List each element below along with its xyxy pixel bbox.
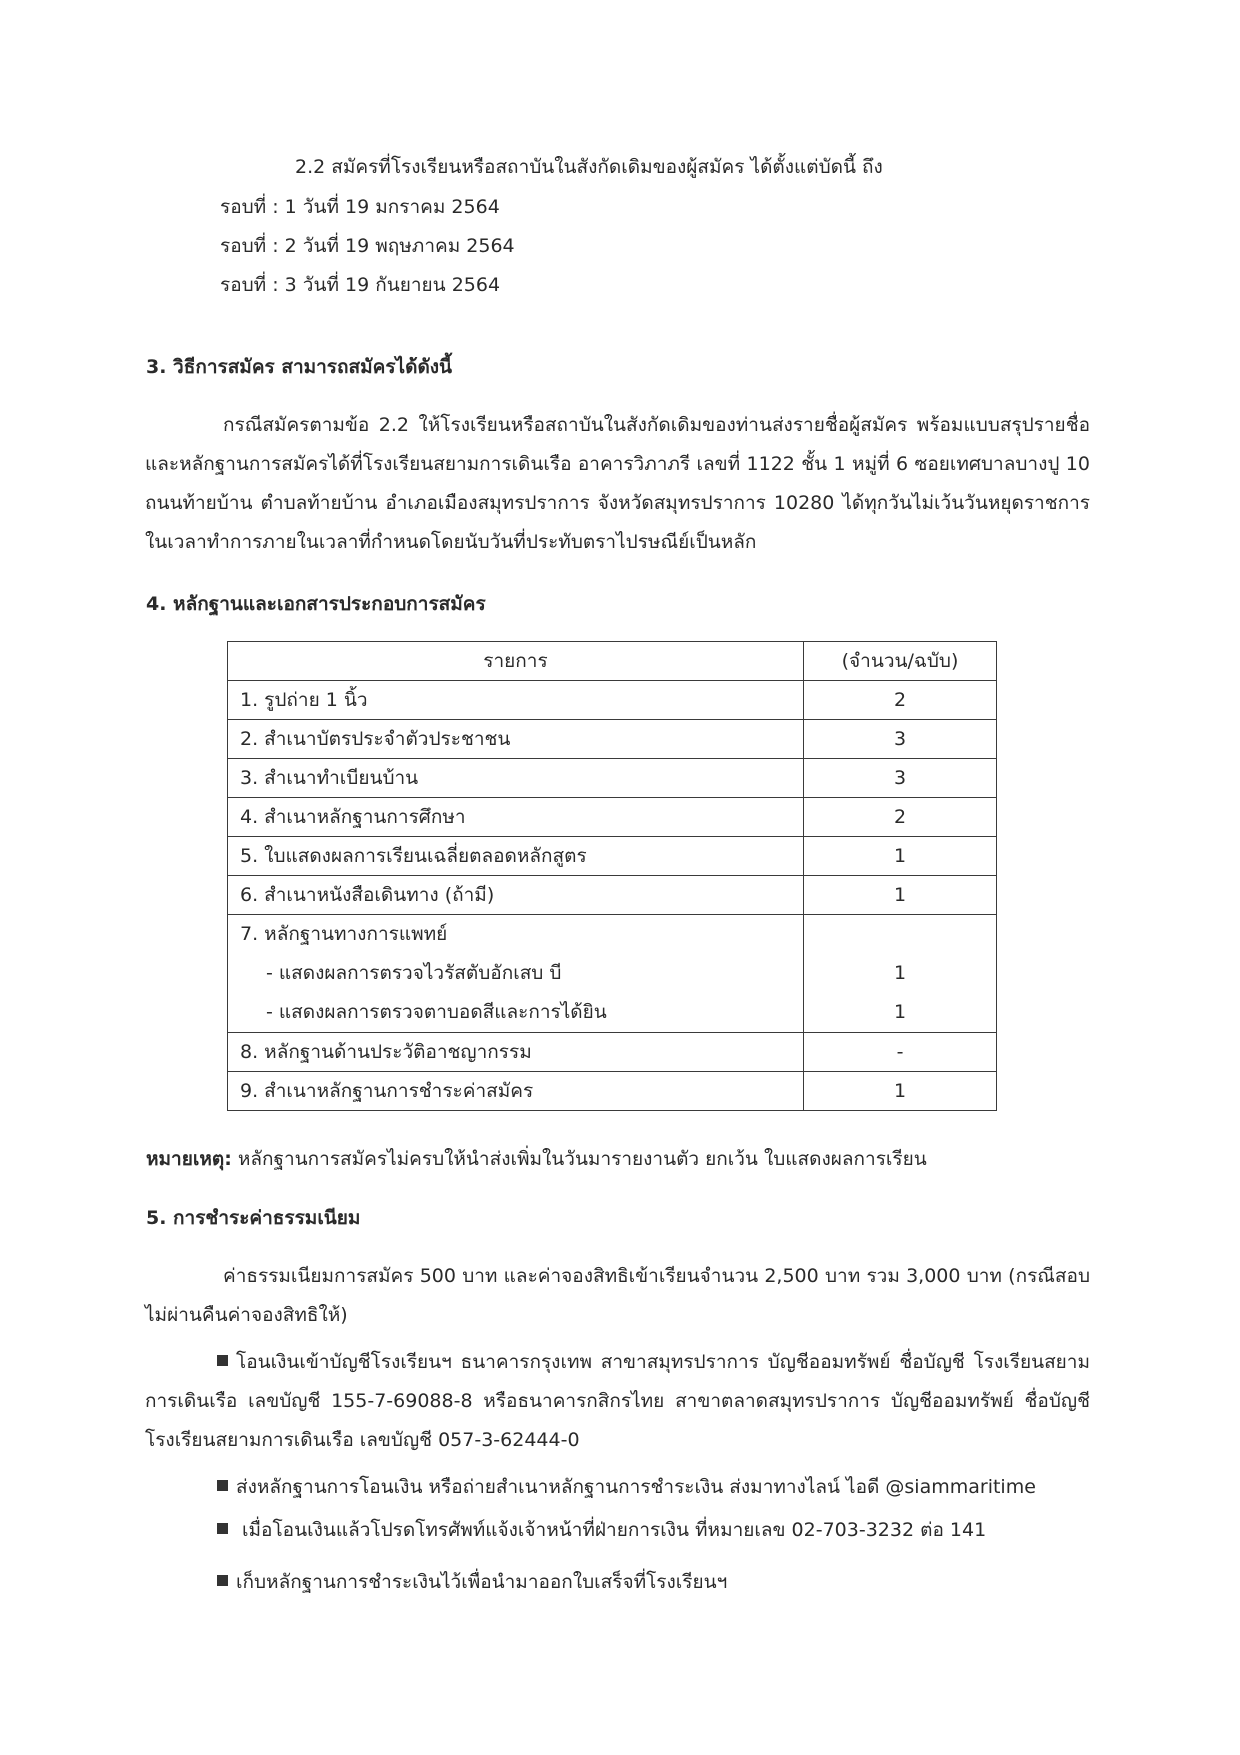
row-qty: 2 [804, 798, 997, 837]
square-bullet-icon [217, 1523, 228, 1534]
medical-sub-1: - แสดงผลการตรวจไวรัสตับอักเสบ บี [266, 962, 562, 984]
table-row [228, 759, 997, 798]
table-row [228, 876, 997, 915]
row-qty: 3 [804, 759, 997, 798]
row-item: 9. สำเนาหลักฐานการชำระค่าสมัคร [228, 1072, 804, 1111]
table-row [228, 720, 997, 759]
section-2-2-line: 2.2 สมัครที่โรงเรียนหรือสถาบันในสังกัดเดิมของผู้สมัคร ได้ตั้งแต่บัดนี้ ถึง [295, 156, 883, 178]
medical-item: 7. หลักฐานทางการแพทย์ [240, 923, 448, 945]
row-qty: 1 [804, 837, 997, 876]
square-bullet-icon [217, 1575, 228, 1586]
medical-qty-cell [804, 915, 997, 1033]
bank-paragraph: โอนเงินเข้าบัญชีโรงเรียนฯ ธนาคารกรุงเทพ สาขาสมุทรปราการ บัญชีออมทรัพย์ ชื่อบัญชี โรงเรียนสยามการเดินเรือ เลขบัญชี 155-7-69088-8 หรือธนาคารกสิกรไทย สาขาตลาดสมุทรปราการ บัญชีออมทรัพย์ ชื่อบัญชี โรงเรียนสยามการเดินเรือ เลขบัญชี 057-3-62444-0 [145, 1351, 1090, 1451]
section-5-heading: 5. การชำระค่าธรรมเนียม [146, 1207, 361, 1229]
row-item: 1. รูปถ่าย 1 นิ้ว [228, 681, 804, 720]
row-item: 3. สำเนาทำเบียนบ้าน [228, 759, 804, 798]
section-3-heading: 3. วิธีการสมัคร สามารถสมัครได้ดังนี้ [146, 356, 453, 378]
round-2: รอบที่ : 2 วันที่ 19 พฤษภาคม 2564 [220, 235, 515, 257]
bullet-line-3 [217, 1515, 986, 1545]
documents-table [227, 641, 997, 1111]
table-header-row [228, 642, 997, 681]
square-bullet-icon [217, 1355, 228, 1366]
note-label: หมายเหตุ: [146, 1148, 232, 1170]
bullet-2-text: ส่งหลักฐานการโอนเงิน หรือถ่ายสำเนาหลักฐานการชำระเงิน ส่งมาทางไลน์ ไอดี @siammaritime [236, 1476, 1036, 1498]
row-qty: 1 [804, 1072, 997, 1111]
medical-sub-2: - แสดงผลการตรวจตาบอดสีและการได้ยิน [266, 1001, 607, 1023]
medical-item-cell [228, 915, 804, 1033]
table-row [228, 1033, 997, 1072]
medical-sub-2-qty: 1 [893, 1001, 907, 1023]
row-item: 2. สำเนาบัตรประจำตัวประชาชน [228, 720, 804, 759]
header-qty: (จำนวน/ฉบับ) [804, 642, 997, 681]
row-item: 4. สำเนาหลักฐานการศึกษา [228, 798, 804, 837]
bullet-line-2 [217, 1472, 1036, 1502]
table-row [228, 798, 997, 837]
round-1: รอบที่ : 1 วันที่ 19 มกราคม 2564 [220, 196, 500, 218]
row-qty: 1 [804, 876, 997, 915]
bullet-line-4 [217, 1567, 727, 1597]
table-row [228, 1072, 997, 1111]
row-item: 8. หลักฐานด้านประวัติอาชญากรรม [228, 1033, 804, 1072]
medical-sub-1-qty: 1 [893, 962, 907, 984]
bullet-3-text: เมื่อโอนเงินแล้วโปรดโทรศัพท์แจ้งเจ้าหน้าที่ฝ่ายการเงิน ที่หมายเลข 02-703-3232 ต่อ 141 [236, 1519, 987, 1541]
row-qty: - [804, 1033, 997, 1072]
section-4-heading: 4. หลักฐานและเอกสารประกอบการสมัคร [146, 593, 486, 615]
round-3: รอบที่ : 3 วันที่ 19 กันยายน 2564 [220, 274, 501, 296]
table-row [228, 837, 997, 876]
header-item: รายการ [228, 642, 804, 681]
section-3-paragraph: กรณีสมัครตามข้อ 2.2 ให้โรงเรียนหรือสถาบันในสังกัดเดิมของท่านส่งรายชื่อผู้สมัคร พร้อมแบบสรุปรายชื่อ และหลักฐานการสมัครได้ที่โรงเรียนสยามการเดินเรือ อาคารวิภาภรี เลขที่ 1122 ชั้น 1 หมู่ที่ 6 ซอยเทศบาลบางปู 10 ถนนท้ายบ้าน ตำบลท้ายบ้าน อำเภอเมืองสมุทรปราการ จังหวัดสมุทรปราการ 10280 ได้ทุกวันไม่เว้นวันหยุดราชการในเวลาทำการภายในเวลาที่กำหนดโดยนับวันที่ประทับตราไปรษณีย์เป็นหลัก [145, 414, 1090, 553]
table-row [228, 681, 997, 720]
row-item: 6. สำเนาหนังสือเดินทาง (ถ้ามี) [228, 876, 804, 915]
row-qty: 3 [804, 720, 997, 759]
row-item: 5. ใบแสดงผลการเรียนเฉลี่ยตลอดหลักสูตร [228, 837, 804, 876]
row-qty: 2 [804, 681, 997, 720]
bank-paragraph-block [145, 1343, 1090, 1460]
square-bullet-icon [217, 1480, 228, 1491]
fee-paragraph: ค่าธรรมเนียมการสมัคร 500 บาท และค่าจองสิทธิเข้าเรียนจำนวน 2,500 บาท รวม 3,000 บาท (กรณีสอบไม่ผ่านคืนค่าจองสิทธิให้) [145, 1265, 1090, 1326]
note-text: หลักฐานการสมัครไม่ครบให้นำส่งเพิ่มในวันมารายงานตัว ยกเว้น ใบแสดงผลการเรียน [231, 1148, 927, 1170]
note-line [146, 1144, 927, 1174]
table-row-medical [228, 915, 997, 1033]
bullet-4-text: เก็บหลักฐานการชำระเงินไว้เพื่อนำมาออกใบเสร็จที่โรงเรียนฯ [236, 1571, 728, 1593]
